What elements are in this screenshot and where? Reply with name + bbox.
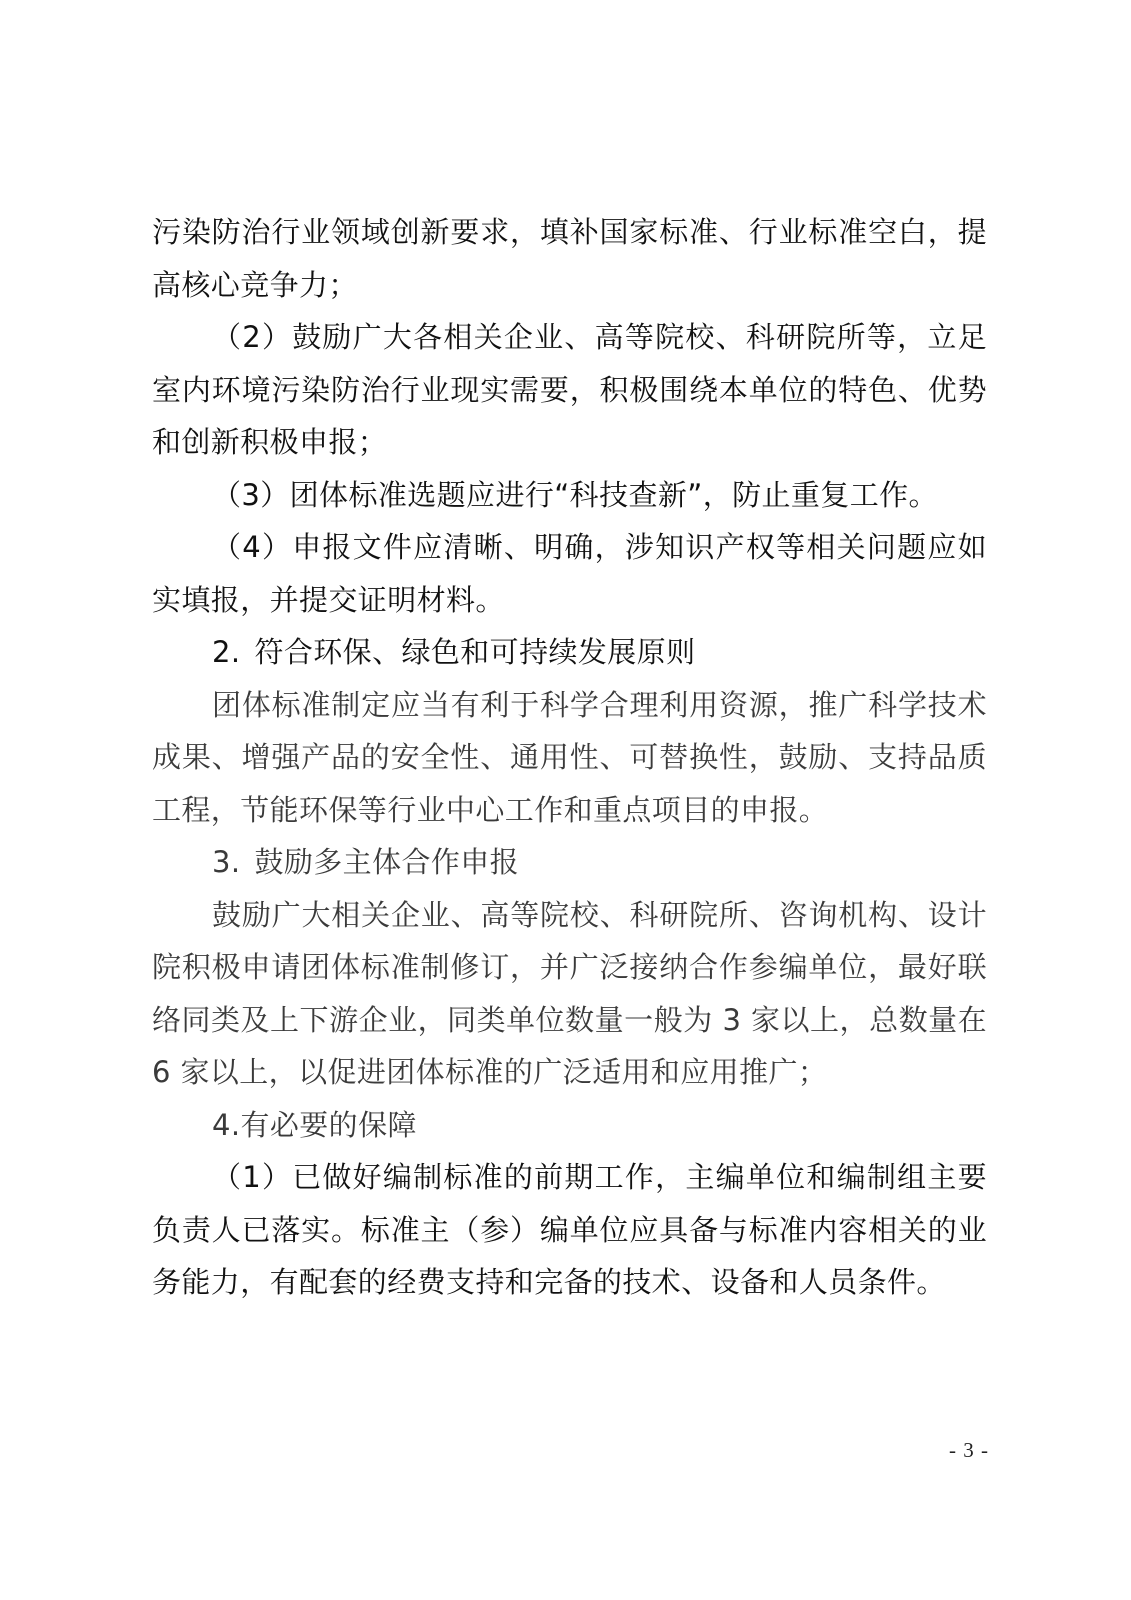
paragraph-continuation: 污染防治行业领域创新要求，填补国家标准、行业标准空白，提高核心竞争力； [152, 215, 987, 302]
section-heading-2 [152, 626, 987, 679]
section-number-3: 3. [212, 845, 241, 879]
section-heading-4: 4.有必要的保障 [212, 1107, 417, 1142]
page-number: - 3 - [949, 1438, 989, 1462]
section-number-2: 2. [212, 635, 241, 669]
section-title-3: 鼓励多主体合作申报 [254, 845, 520, 879]
paragraph-item-4: （4）申报文件应清晰、明确，涉知识产权等相关问题应如实填报，并提交证明材料。 [152, 530, 987, 617]
section-body-3: 鼓励广大相关企业、高等院校、科研院所、咨询机构、设计院积极申请团体标准制修订，并广泛接纳合作参编单位，最好联络同类及上下游企业，同类单位数量一般为 3 家以上，总数量在 6 家以上，以促进团体标准的广泛适用和应用推广； [152, 897, 987, 1089]
section-body-2: 团体标准制定应当有利于科学合理利用资源，推广科学技术成果、增强产品的安全性、通用性、可替换性，鼓励、支持品质工程，节能环保等行业中心工作和重点项目的申报。 [152, 687, 987, 827]
paragraph-item-2: （2）鼓励广大各相关企业、高等院校、科研院所等，立足室内环境污染防治行业现实需要，积极围绕本单位的特色、优势和创新积极申报； [152, 320, 987, 459]
section-title-2: 符合环保、绿色和可持续发展原则 [254, 635, 696, 669]
section-body-4: （1）已做好编制标准的前期工作，主编单位和编制组主要负责人已落实。标准主（参）编单位应具备与标准内容相关的业务能力，有配套的经费支持和完备的技术、设备和人员条件。 [152, 1160, 987, 1299]
paragraph-item-3: （3）团体标准选题应进行“科技查新”，防止重复工作。 [212, 477, 938, 512]
section-heading-3 [152, 836, 987, 889]
document-body [152, 206, 987, 1309]
